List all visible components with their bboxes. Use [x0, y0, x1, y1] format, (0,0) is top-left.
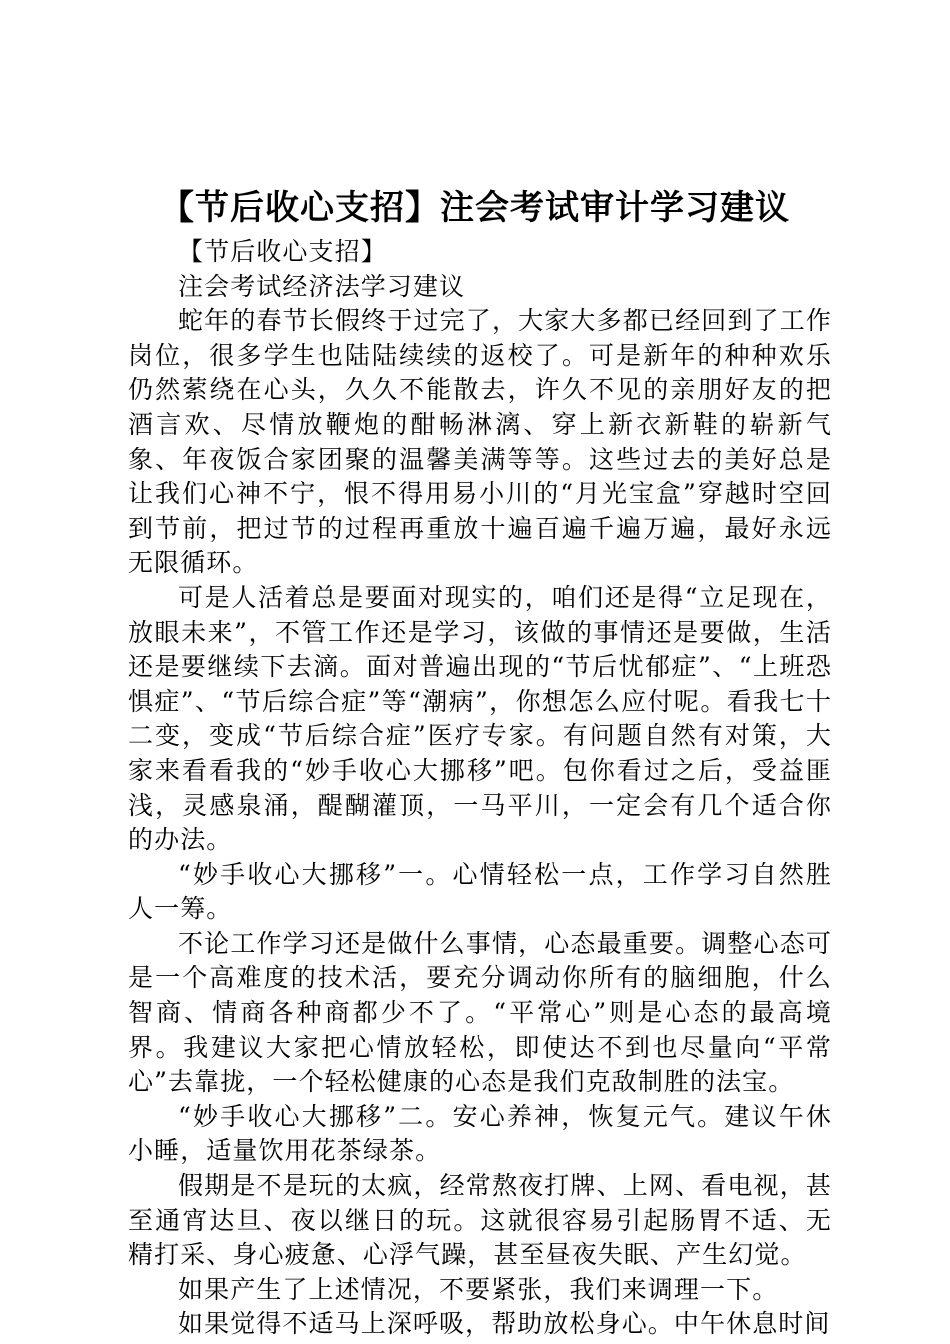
- paragraph: 蛇年的春节长假终于过完了，大家大多都已经回到了工作岗位，很多学生也陆陆续续的返校了。可是新年的种种欢乐仍然萦绕在心头，久久不能散去，许久不见的亲朋好友的把酒言欢、尽情放鞭炮的酣畅淋漓、穿上新衣新鞋的崭新气象、年夜饭合家团聚的温馨美满等等。这些过去的美好总是让我们心神不宁，恨不得用易小川的“月光宝盒”穿越时空回到节前，把过节的过程再重放十遍百遍千遍万遍，最好永远无限循环。: [128, 306, 832, 578]
- paragraph: 如果产生了上述情况，不要紧张，我们来调理一下。: [178, 1274, 779, 1304]
- paragraph: 不论工作学习还是做什么事情，心态最重要。调整心态可是一个高难度的技术活，要充分调动你所有的脑细胞，什么智商、情商各种商都少不了。“平常心”则是心态的最高境界。我建议大家把心情放轻松，即使达不到也尽量向“平常心”去靠拢，一个轻松健康的心态是我们克敌制胜的法宝。: [128, 928, 832, 1097]
- paragraph: 如果觉得不适马上深呼吸，帮助放松身心。中午休息时间: [178, 1309, 831, 1339]
- document-body: [128, 235, 832, 1342]
- document-title: 【节后收心支招】注会考试审计学习建议: [160, 188, 790, 228]
- paragraph: “妙手收心大挪移”二。安心养神，恢复元气。建议午休小睡，适量饮用花茶绿茶。: [128, 1101, 832, 1166]
- section-heading: 【节后收心支招】: [178, 237, 387, 266]
- paragraph: 可是人活着总是要面对现实的，咱们还是得“立足现在，放眼未来”，不管工作还是学习，该做的事情还是要做，生活还是要继续下去滴。面对普遍出现的“节后忧郁症”、“上班恐惧症”、“节后综合症”等“潮病”，你想怎么应付呢。看我七十二变，变成“节后综合症”医疗专家。有问题自然有对策，大家来看看我的“妙手收心大挪移”吧。包你看过之后，受益匪浅，灵感泉涌，醍醐灌顶，一马平川，一定会有几个适合你的办法。: [128, 582, 832, 855]
- subtitle: 注会考试经济法学习建议: [178, 271, 466, 301]
- paragraph: 假期是不是玩的太疯，经常熬夜打牌、上网、看电视，甚至通宵达旦、夜以继日的玩。这就很容易引起肠胃不适、无精打采、身心疲惫、心浮气躁，甚至昼夜失眠、产生幻觉。: [128, 1171, 832, 1270]
- paragraph: “妙手收心大挪移”一。心情轻松一点，工作学习自然胜人一筹。: [128, 859, 832, 924]
